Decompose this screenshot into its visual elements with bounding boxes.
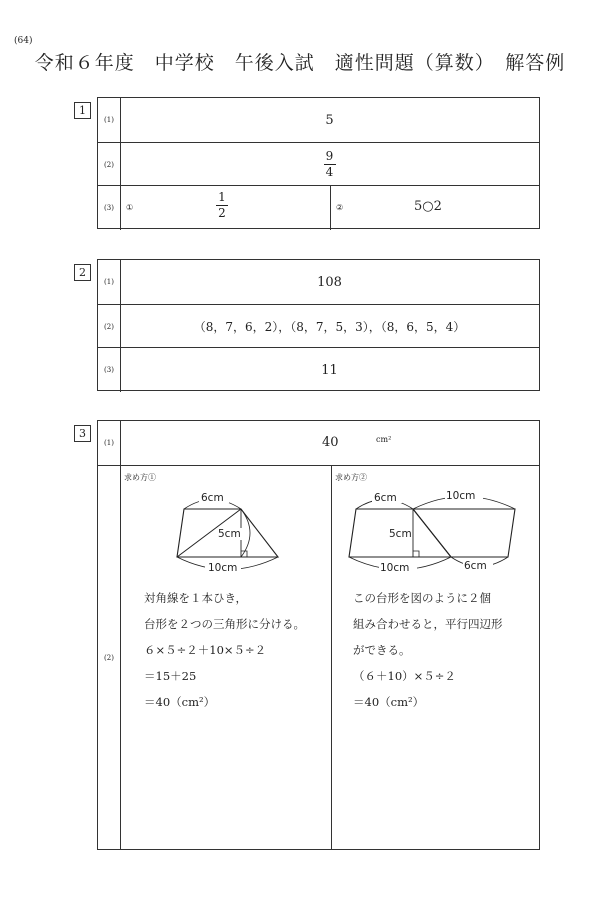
method-1-cell [120, 466, 332, 849]
question-3-number: 3 [74, 425, 91, 442]
q1-row-2-label: (2) [98, 143, 121, 186]
q1-row-3-part-b [330, 186, 539, 230]
figure-2-top-right-length: 10cm [446, 490, 476, 502]
figure-1-top-length: 6cm [201, 492, 224, 504]
q3-row-1-answer: 40 [322, 435, 339, 450]
figure-2-bottom-left-length: 10cm [380, 562, 410, 574]
question-2-number: 2 [74, 264, 91, 281]
q2-row-2 [98, 304, 539, 348]
method-1-line: ＝40（cm²） [144, 695, 216, 709]
q2-row-3 [98, 347, 539, 392]
q1-row-3-label: (3) [98, 186, 121, 230]
q2-row-2-label: (2) [98, 305, 121, 348]
figure-1-height: 5cm [218, 528, 241, 540]
q2-row-1-answer: 108 [317, 274, 342, 290]
figure-2-height: 5cm [389, 528, 412, 540]
fraction-denominator: 4 [325, 165, 334, 179]
fraction-9-4 [324, 150, 336, 178]
q3-row-2-label: (2) [98, 466, 121, 849]
method-1-line: ＝15＋25 [144, 669, 197, 683]
method-2-line: この台形を図のように２個 [353, 591, 491, 605]
figure-1-bottom-length: 10cm [208, 562, 238, 574]
parallelogram-figure [331, 466, 539, 576]
q3-row-1-answer-cell [120, 421, 539, 465]
q2-row-3-label: (3) [98, 348, 121, 392]
method-1-line: 台形を２つの三角形に分ける。 [144, 617, 305, 631]
fraction-numerator: 1 [218, 190, 226, 204]
fraction-numerator: 9 [325, 149, 334, 164]
q2-row-2-answer: （8，7，6，2），（8，7，5，3），（8，6，5，4） [193, 320, 466, 334]
page-title: 令和６年度 中学校 午後入試 適性問題（算数） 解答例 [34, 52, 566, 74]
q2-row-1-label: (1) [98, 260, 121, 304]
fraction-1-2 [216, 191, 228, 219]
question-3-table [97, 420, 540, 850]
method-1-explanation [144, 585, 305, 715]
method-1-line: ６×５÷２＋10×５÷２ [144, 643, 267, 657]
method-2-cell [331, 466, 539, 849]
page-number: (64) [14, 36, 33, 46]
circled-2-mark: ② [336, 203, 344, 212]
q1-row-3 [98, 185, 539, 230]
q1-row-1-label: (1) [98, 98, 121, 142]
q3-row-1 [98, 421, 539, 465]
method-1-heading: 求め方① [124, 473, 156, 482]
circled-1-mark: ① [126, 203, 134, 212]
q3-row-1-label: (1) [98, 421, 121, 465]
q1-row-1 [98, 98, 539, 142]
q1-row-2-answer [120, 143, 539, 186]
question-1-number: 1 [74, 102, 91, 119]
method-2-line: 組み合わせると，平行四辺形 [353, 617, 503, 631]
fraction-denominator: 2 [218, 205, 226, 220]
method-2-line: ＝40（cm²） [353, 695, 425, 709]
q2-row-3-answer: 11 [321, 362, 338, 378]
q3-row-2 [98, 465, 539, 849]
figure-2-top-left-length: 6cm [374, 492, 397, 504]
figure-2-bottom-right-length: 6cm [464, 560, 487, 572]
method-2-line: （６＋10）×５÷２ [353, 669, 456, 683]
trapezoid-diagonal-figure [120, 466, 331, 576]
q1-row-2 [98, 142, 539, 186]
q2-row-1 [98, 260, 539, 304]
method-2-explanation [353, 585, 503, 715]
method-1-line: 対角線を１本ひき， [144, 591, 248, 605]
q1-row-3-b-answer: 5○2 [414, 199, 442, 214]
question-1-table [97, 97, 540, 229]
question-2-table [97, 259, 540, 391]
method-2-heading: 求め方② [335, 473, 367, 482]
q1-row-3-part-a [120, 186, 331, 230]
q3-row-1-unit: cm² [376, 435, 392, 444]
q1-row-1-answer: 5 [325, 112, 334, 128]
method-2-line: ができる。 [353, 643, 411, 657]
